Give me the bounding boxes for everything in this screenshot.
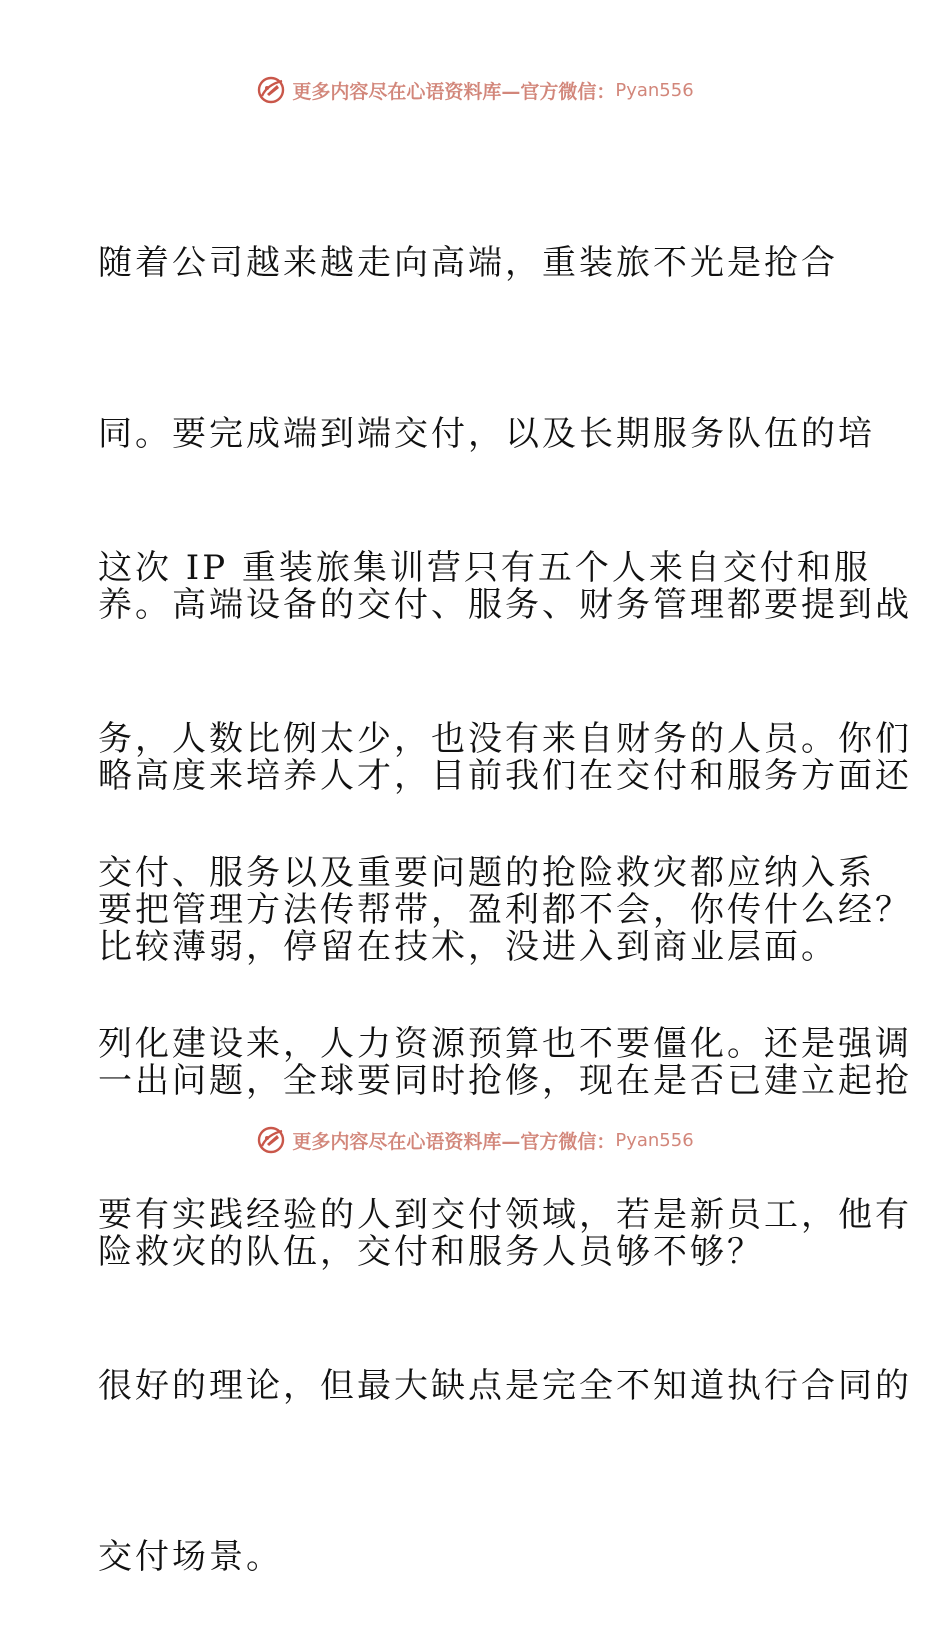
- text-line: 交付、服务以及重要问题的抢险救灾都应纳入系: [98, 853, 875, 893]
- footer-banner: [0, 1120, 950, 1160]
- text-line: 险救灾的队伍，交付和服务人员够不够？: [98, 1232, 764, 1272]
- text-line: 一出问题，全球要同时抢修，现在是否已建立起抢: [98, 1061, 912, 1101]
- text-line: 务，人数比例太少，也没有来自财务的人员。你们: [98, 719, 912, 759]
- text-line: 这次 IP 重装旅集训营只有五个人来自交付和服: [98, 548, 871, 588]
- paragraph-3: [98, 731, 912, 1643]
- banner-text: 更多内容尽在心语资料库—官方微信：: [292, 1130, 616, 1153]
- text-line: 很好的理论，但最大缺点是完全不知道执行合同的: [98, 1366, 912, 1406]
- banner-text: 更多内容尽在心语资料库—官方微信：: [292, 80, 616, 103]
- text-line: 比较薄弱，停留在技术，没进入到商业层面。: [98, 927, 838, 967]
- text-line: 养。高端设备的交付、服务、财务管理都要提到战: [98, 585, 912, 625]
- text-line: 列化建设来，人力资源预算也不要僵化。还是强调: [98, 1024, 912, 1064]
- logo-icon: [256, 1125, 286, 1155]
- text-line: 交付场景。: [98, 1537, 283, 1577]
- text-line: 要把管理方法传帮带，盈利都不会，你传什么经？: [98, 890, 912, 930]
- header-banner: [0, 70, 950, 110]
- banner-wechat-id: Pyan556: [615, 1129, 694, 1151]
- banner-wechat-id: Pyan556: [615, 79, 694, 101]
- text-line: 要有实践经验的人到交付领域，若是新员工，他有: [98, 1195, 912, 1235]
- text-line: 同。要完成端到端交付，以及长期服务队伍的培: [98, 414, 875, 454]
- text-line: 略高度来培养人才，目前我们在交付和服务方面还: [98, 756, 912, 796]
- logo-icon: [256, 75, 286, 105]
- text-line: 随着公司越来越走向高端，重装旅不光是抢合: [98, 243, 838, 283]
